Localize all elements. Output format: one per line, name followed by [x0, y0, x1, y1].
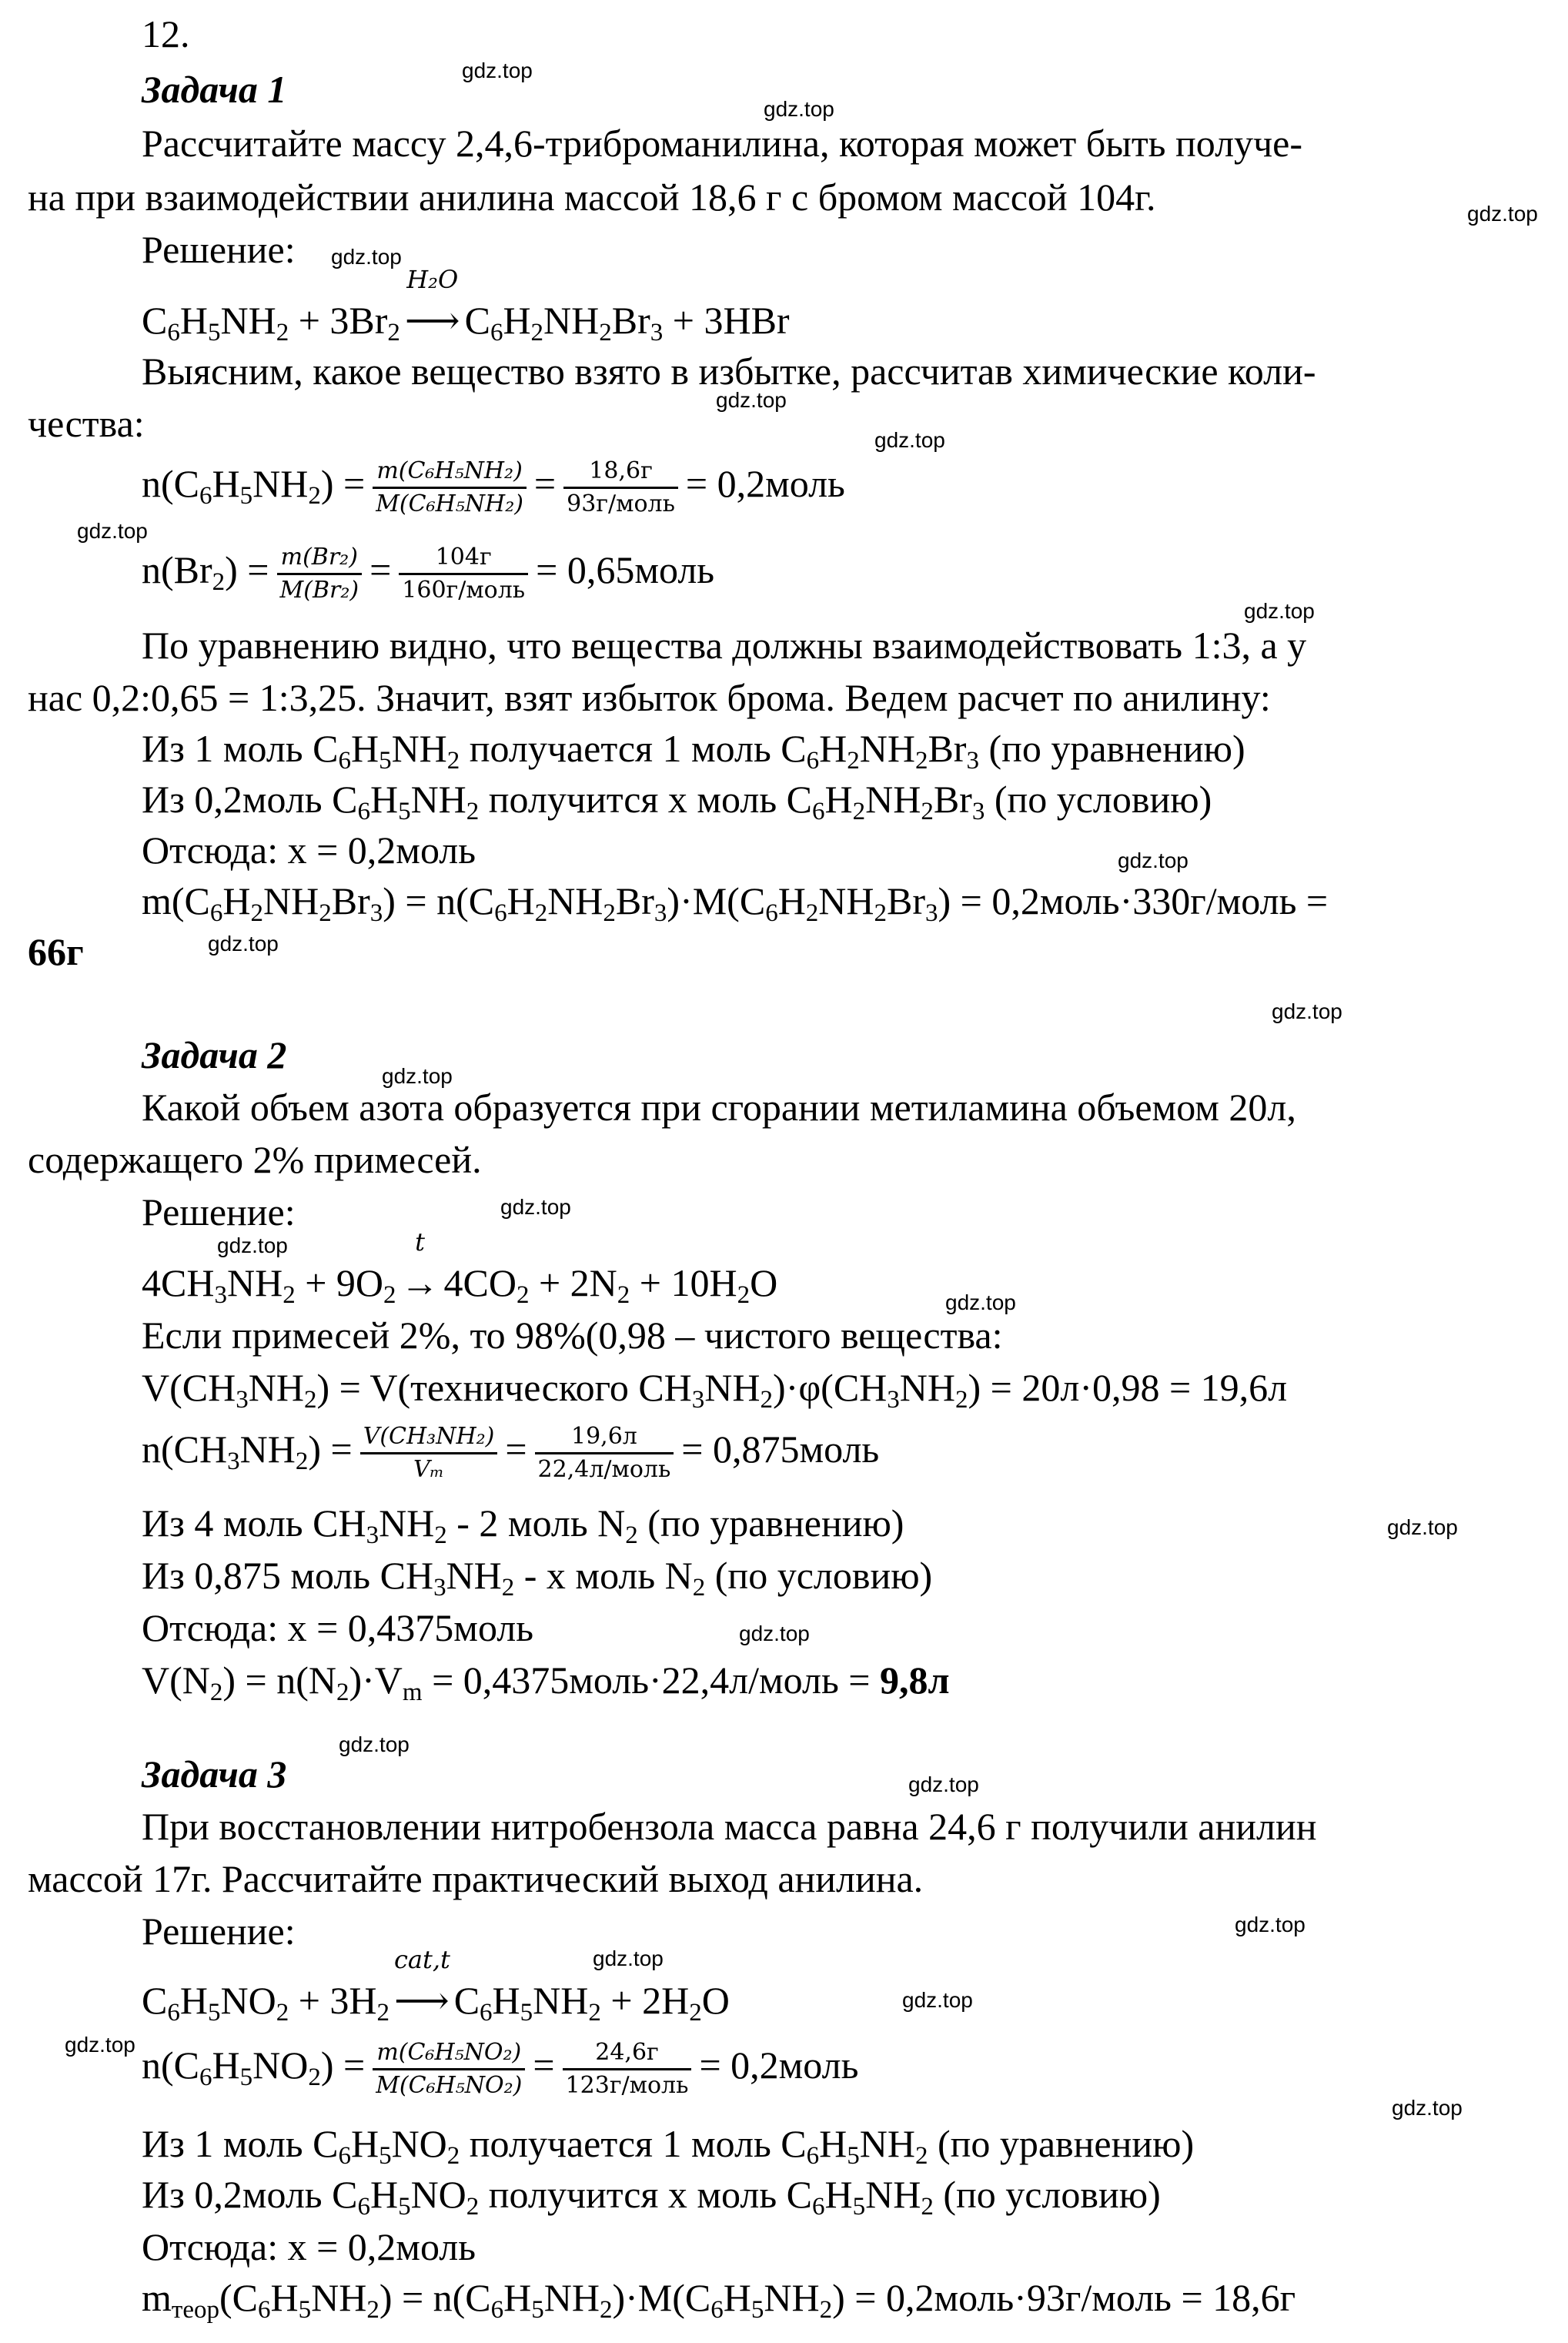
task2-text-cont: содержащего 2% примесей. — [28, 1138, 482, 1181]
task3-condition-ratio: Из 0,2моль $C_6H_5NO_2$ получится x моль $C_6H_5NH_2$ (по условию) — [142, 2173, 1161, 2221]
task1-moles-bromine: $n(Br_2)$ = $\frac{\text{m(Br₂)}}{\text{M(Br₂)}}$ = $\frac{104г}{\text{160г/моль}}$ = 0,65моль — [142, 544, 715, 604]
task2-text: Какой объем азота образуется при сгорании метиламина объемом 20л, — [142, 1086, 1296, 1129]
task1-arrow-label: H₂O — [406, 265, 459, 294]
watermark: gdz.top — [902, 1988, 973, 2012]
watermark: gdz.top — [217, 1233, 288, 1257]
task2-equation-ratio: Из 4 моль $CH_3NH_2 - 2$ моль $N_2$ (по уравнению) — [142, 1501, 904, 1550]
watermark: gdz.top — [331, 245, 402, 269]
problem-number: 12. — [142, 12, 190, 55]
task1-excess-text: Выясним, какое вещество взято в избытке, рассчитав химические коли- — [142, 350, 1316, 393]
task1-text: Рассчитайте массу 2,4,6-триброманилина, которая может быть получе- — [142, 122, 1303, 165]
watermark: gdz.top — [462, 59, 533, 82]
watermark: gdz.top — [1235, 1913, 1306, 1936]
task3-title: Задача 3 — [142, 1752, 287, 1796]
task1-ratio-text: По уравнению видно, что вещества должны взаимодействовать 1:3, а у — [142, 624, 1307, 667]
task1-condition-ratio: Из 0,2моль $C_6H_5NH_2$ получится x моль $C_6H_2NH_2Br_3$ (по условию) — [142, 778, 1212, 826]
task1-solution-label: Решение: — [142, 228, 296, 271]
watermark: gdz.top — [1272, 999, 1342, 1023]
task3-reaction-equation: $C_6H_5NO_2 + 3H_2$ cat,t ⟶ $C_6H_5NH_2 + 2H_2O$ — [142, 1945, 730, 2027]
task3-theoretical-mass: $m_{теор}(C_6H_5NH_2) = n(C_6H_5NH_2)\cdot M(C_6H_5NH_2)$ = 0,2моль·93г/моль = 18,6г — [142, 2276, 1296, 2325]
watermark: gdz.top — [339, 1732, 410, 1756]
task1-answer: 66г — [28, 930, 84, 973]
task2-condition-ratio: Из 0,875 моль $CH_3NH_2$ - x моль $N_2$ (по условию) — [142, 1554, 933, 1602]
watermark: gdz.top — [1387, 1515, 1458, 1539]
watermark: gdz.top — [593, 1946, 664, 1970]
task2-moles-calc: $n(CH_3NH_2)$ = $\frac{\text{V(CH₃NH₂)}}{\text{Vₘ}}$ = $\frac{19,6л}{\text{22,4л/моль}}$ = 0,875моль — [142, 1423, 880, 1483]
task2-answer: 9,8л — [879, 1659, 950, 1702]
task3-text: При восстановлении нитробензола масса равна 24,6 г получили анилин — [142, 1805, 1317, 1848]
watermark: gdz.top — [716, 388, 787, 412]
watermark: gdz.top — [65, 2033, 135, 2057]
task3-result-x: Отсюда: x = 0,2моль — [142, 2225, 476, 2268]
task2-solution-label: Решение: — [142, 1190, 296, 1233]
task2-volume-result: $V(N_2) = n(N_2)\cdot V_m$ = 0,4375моль·22,4л/моль = 9,8л — [142, 1659, 950, 1707]
task2-purity-text: Если примесей 2%, то 98%(0,98 – чистого вещества: — [142, 1314, 1003, 1357]
task1-result-x: Отсюда: x = 0,2моль — [142, 828, 476, 872]
task1-title: Задача 1 — [142, 68, 287, 111]
watermark: gdz.top — [208, 932, 279, 956]
task2-reaction-equation: $4CH_3NH_2 + 9O_2$ t → $4CO_2 + 2N_2 + 10H_2O$ — [142, 1227, 778, 1310]
watermark: gdz.top — [764, 97, 834, 121]
task2-arrow-label: t — [415, 1227, 425, 1257]
watermark: gdz.top — [500, 1195, 571, 1219]
task2-title: Задача 2 — [142, 1033, 287, 1076]
task1-reaction-equation: $C_6H_5NH_2 + 3Br_2$ H₂O ⟶ $C_6H_2NH_2Br_3 + 3HBr$ — [142, 265, 790, 347]
task1-text-cont: на при взаимодействии анилина массой 18,6 г с бромом массой 104г. — [28, 176, 1156, 219]
watermark: gdz.top — [382, 1064, 453, 1088]
watermark: gdz.top — [1467, 202, 1538, 226]
task3-text-cont: массой 17г. Рассчитайте практический выход анилина. — [28, 1857, 924, 1900]
watermark: gdz.top — [77, 519, 148, 543]
watermark: gdz.top — [945, 1290, 1016, 1314]
task2-result-x: Отсюда: x = 0,4375моль — [142, 1606, 534, 1649]
watermark: gdz.top — [739, 1622, 810, 1645]
task1-excess-text-cont: чества: — [28, 402, 145, 445]
task3-moles-calc: $n(C_6H_5NO_2)$ = $\frac{\text{m(C₆H₅NO₂)}}{\text{M(C₆H₅NO₂)}}$ = $\frac{24,6г}{\text{123г/моль}}$ = 0,2моль — [142, 2039, 859, 2099]
task1-ratio-text-cont: нас 0,2:0,65 = 1:3,25. Значит, взят избыток брома. Ведем расчет по анилину: — [28, 676, 1271, 719]
task2-volume-calc: $V(CH_3NH_2)$ = V(технического $CH_3NH_2)\cdot\varphi(CH_3NH_2) = 20л\cdot 0,98 = 19,6л$ — [142, 1366, 1288, 1414]
watermark: gdz.top — [908, 1772, 979, 1796]
task1-equation-ratio: Из 1 моль $C_6H_5NH_2$ получается 1 моль $C_6H_2NH_2Br_3$ (по уравнению) — [142, 727, 1245, 775]
task3-solution-label: Решение: — [142, 1910, 296, 1953]
task3-equation-ratio: Из 1 моль $C_6H_5NO_2$ получается 1 моль $C_6H_5NH_2$ (по уравнению) — [142, 2122, 1195, 2171]
watermark: gdz.top — [874, 428, 945, 452]
task3-arrow-label: cat,t — [394, 1945, 450, 1974]
task1-mass-calc: $m(C_6H_2NH_2Br_3) = n(C_6H_2NH_2Br_3)\cdot M(C_6H_2NH_2Br_3)$ = 0,2моль·330г/моль = — [142, 879, 1329, 928]
watermark: gdz.top — [1244, 599, 1315, 623]
task1-moles-aniline: $n(C_6H_5NH_2)$ = $\frac{\text{m(C₆H₅NH₂)}}{\text{M(C₆H₅NH₂)}}$ = $\frac{18,6г}{\text{93г/моль}}$ = 0,2моль — [142, 457, 845, 517]
watermark: gdz.top — [1118, 849, 1189, 872]
watermark: gdz.top — [1392, 2096, 1463, 2120]
